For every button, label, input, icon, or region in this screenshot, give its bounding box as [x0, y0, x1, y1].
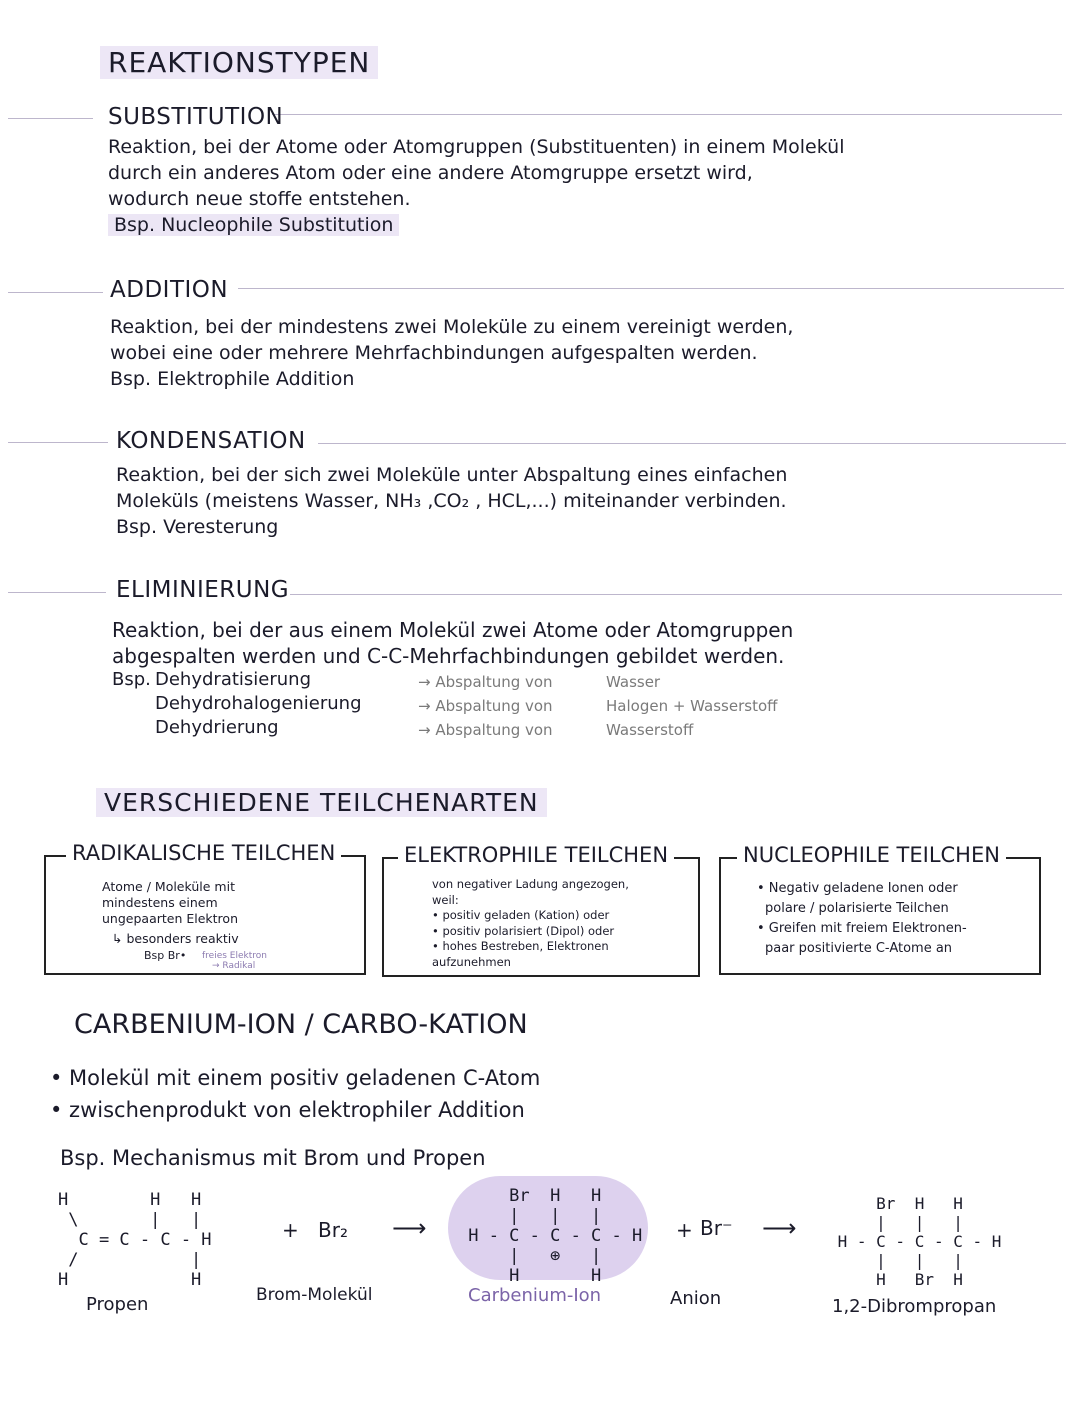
note-line: freies Elektron — [202, 951, 267, 961]
text-line: • positiv geladen (Kation) oder — [432, 908, 610, 922]
box-title: NUCLEOPHILE TEILCHEN — [737, 843, 1006, 867]
eliminierung-example-names — [155, 668, 362, 740]
what-text: Wasserstoff — [606, 721, 694, 739]
section-title-kondensation: KONDENSATION — [116, 428, 306, 454]
teilchen-heading: VERSCHIEDENE TEILCHENARTEN — [96, 788, 547, 817]
text-line: wobei eine oder mehrere Mehrfachbindungen aufgespalten werden. — [110, 342, 758, 364]
divider — [272, 114, 1062, 115]
divider — [8, 292, 103, 293]
section-title-eliminierung: ELIMINIERUNG — [116, 577, 290, 603]
page-title: REAKTIONSTYPEN — [100, 46, 378, 79]
text-line: von negativer Ladung angezogen, — [432, 877, 629, 891]
arrow-text: → Abspaltung von — [418, 721, 553, 739]
divider — [238, 288, 1064, 289]
box-title: ELEKTROPHILE TEILCHEN — [398, 843, 674, 867]
br-anion-label: Br⁻ — [700, 1216, 733, 1240]
example-line: Bsp. Veresterung — [116, 516, 279, 538]
box-text — [432, 877, 629, 970]
carbenium-bullets — [50, 1062, 540, 1126]
example-line: Bsp. Elektrophile Addition — [110, 368, 355, 390]
text-line: durch ein anderes Atom oder eine andere Atomgruppe ersetzt wird, — [108, 162, 753, 184]
example-line: Bsp. Nucleophile Substitution — [108, 212, 844, 238]
text-line: Reaktion, bei der sich zwei Moleküle unter Abspaltung eines einfachen — [116, 464, 788, 486]
substitution-text — [108, 134, 844, 238]
example-name: Dehydrohalogenierung — [155, 693, 362, 714]
text-line: Reaktion, bei der aus einem Molekül zwei Atome oder Atomgruppen — [112, 618, 794, 642]
carbenium-heading: CARBENIUM-ION / CARBO-KATION — [74, 1009, 528, 1040]
text-line: mindestens einem — [102, 895, 218, 910]
text-line: ungepaarten Elektron — [102, 911, 238, 926]
eliminierung-arrows — [418, 670, 553, 742]
plus-sign: + — [282, 1218, 299, 1242]
arrow-text: → Abspaltung von — [418, 697, 553, 715]
bullet-line: • zwischenprodukt von elektrophiler Addition — [50, 1098, 525, 1122]
text-line: polare / polarisierte Teilchen — [765, 901, 949, 916]
text-line: • Negativ geladene Ionen oder — [757, 881, 958, 896]
label-brom-molekuel: Brom-Molekül — [256, 1285, 373, 1305]
divider — [8, 442, 108, 443]
divider — [290, 594, 1062, 595]
carbenium-bsp: Bsp. Mechanismus mit Brom und Propen — [60, 1146, 486, 1170]
carbenium-structure: Br H H | | | H - C - C - C - H | ⊕ | H H — [468, 1186, 643, 1286]
what-text: Wasser — [606, 673, 661, 691]
eliminierung-examples — [112, 668, 151, 692]
text-line: ↳ besonders reaktiv — [112, 931, 239, 946]
label-propen: Propen — [86, 1294, 149, 1315]
text-line: aufzunehmen — [432, 954, 511, 969]
plus-sign: + — [676, 1218, 693, 1242]
bsp-label: Bsp. — [112, 669, 151, 690]
eliminierung-text — [112, 617, 793, 669]
text-line: abgespalten werden und C-C-Mehrfachbindungen gebildet werden. — [112, 644, 785, 668]
label-carbenium-ion: Carbenium-Ion — [468, 1285, 602, 1306]
example-name: Dehydrierung — [155, 717, 279, 738]
note-line: → Radikal — [212, 961, 256, 971]
divider — [318, 443, 1066, 444]
text-line: wodurch neue stoffe entstehen. — [108, 188, 411, 210]
arrow-text: → Abspaltung von — [418, 673, 553, 691]
bullet-line: • Molekül mit einem positiv geladenen C-Atom — [50, 1066, 541, 1090]
text-line: Moleküls (meistens Wasser, NH₃ ,CO₂ , HCL,...) miteinander verbinden. — [116, 490, 787, 512]
text-line: • Greifen mit freiem Elektronen- — [757, 921, 967, 936]
box-elektrophil — [382, 843, 700, 977]
text-line: Reaktion, bei der Atome oder Atomgruppen (Substituenten) in einem Molekül — [108, 136, 845, 158]
text-line: • positiv polarisiert (Dipol) oder — [432, 923, 615, 938]
radikal-note — [202, 951, 267, 971]
section-title-addition: ADDITION — [110, 277, 229, 303]
box-radikalisch — [44, 841, 366, 975]
reaction-arrow: ⟶ — [762, 1214, 797, 1242]
eliminierung-what — [606, 670, 777, 742]
label-dibrompropan: 1,2-Dibrompropan — [832, 1296, 997, 1317]
radikal-example: Bsp Br• — [144, 949, 187, 962]
text-line: weil: — [432, 892, 459, 907]
section-title-substitution: SUBSTITUTION — [108, 104, 284, 130]
br2-label: Br₂ — [318, 1218, 348, 1242]
example-name: Dehydratisierung — [155, 669, 312, 690]
box-nucleophil — [719, 843, 1041, 975]
addition-text — [110, 314, 793, 392]
text-line: • hohes Bestreben, Elektronen — [432, 939, 609, 953]
what-text: Halogen + Wasserstoff — [606, 697, 778, 715]
kondensation-text — [116, 462, 787, 540]
box-text — [102, 879, 239, 947]
dibrompropan-structure: Br H H | | | H - C - C - C - H | | | H Br H — [837, 1194, 1002, 1289]
reaction-arrow: ⟶ — [392, 1214, 427, 1242]
box-title: RADIKALISCHE TEILCHEN — [66, 841, 341, 865]
text-line: paar positivierte C-Atome an — [765, 941, 953, 956]
divider — [8, 118, 93, 119]
propen-structure: H H H \ | | C = C - C - H / | H H — [58, 1190, 212, 1290]
text-line: Reaktion, bei der mindestens zwei Moleküle zu einem vereinigt werden, — [110, 316, 794, 338]
divider — [8, 592, 106, 593]
label-anion: Anion — [670, 1288, 722, 1309]
box-text — [757, 879, 967, 959]
text-line: Atome / Moleküle mit — [102, 879, 235, 894]
